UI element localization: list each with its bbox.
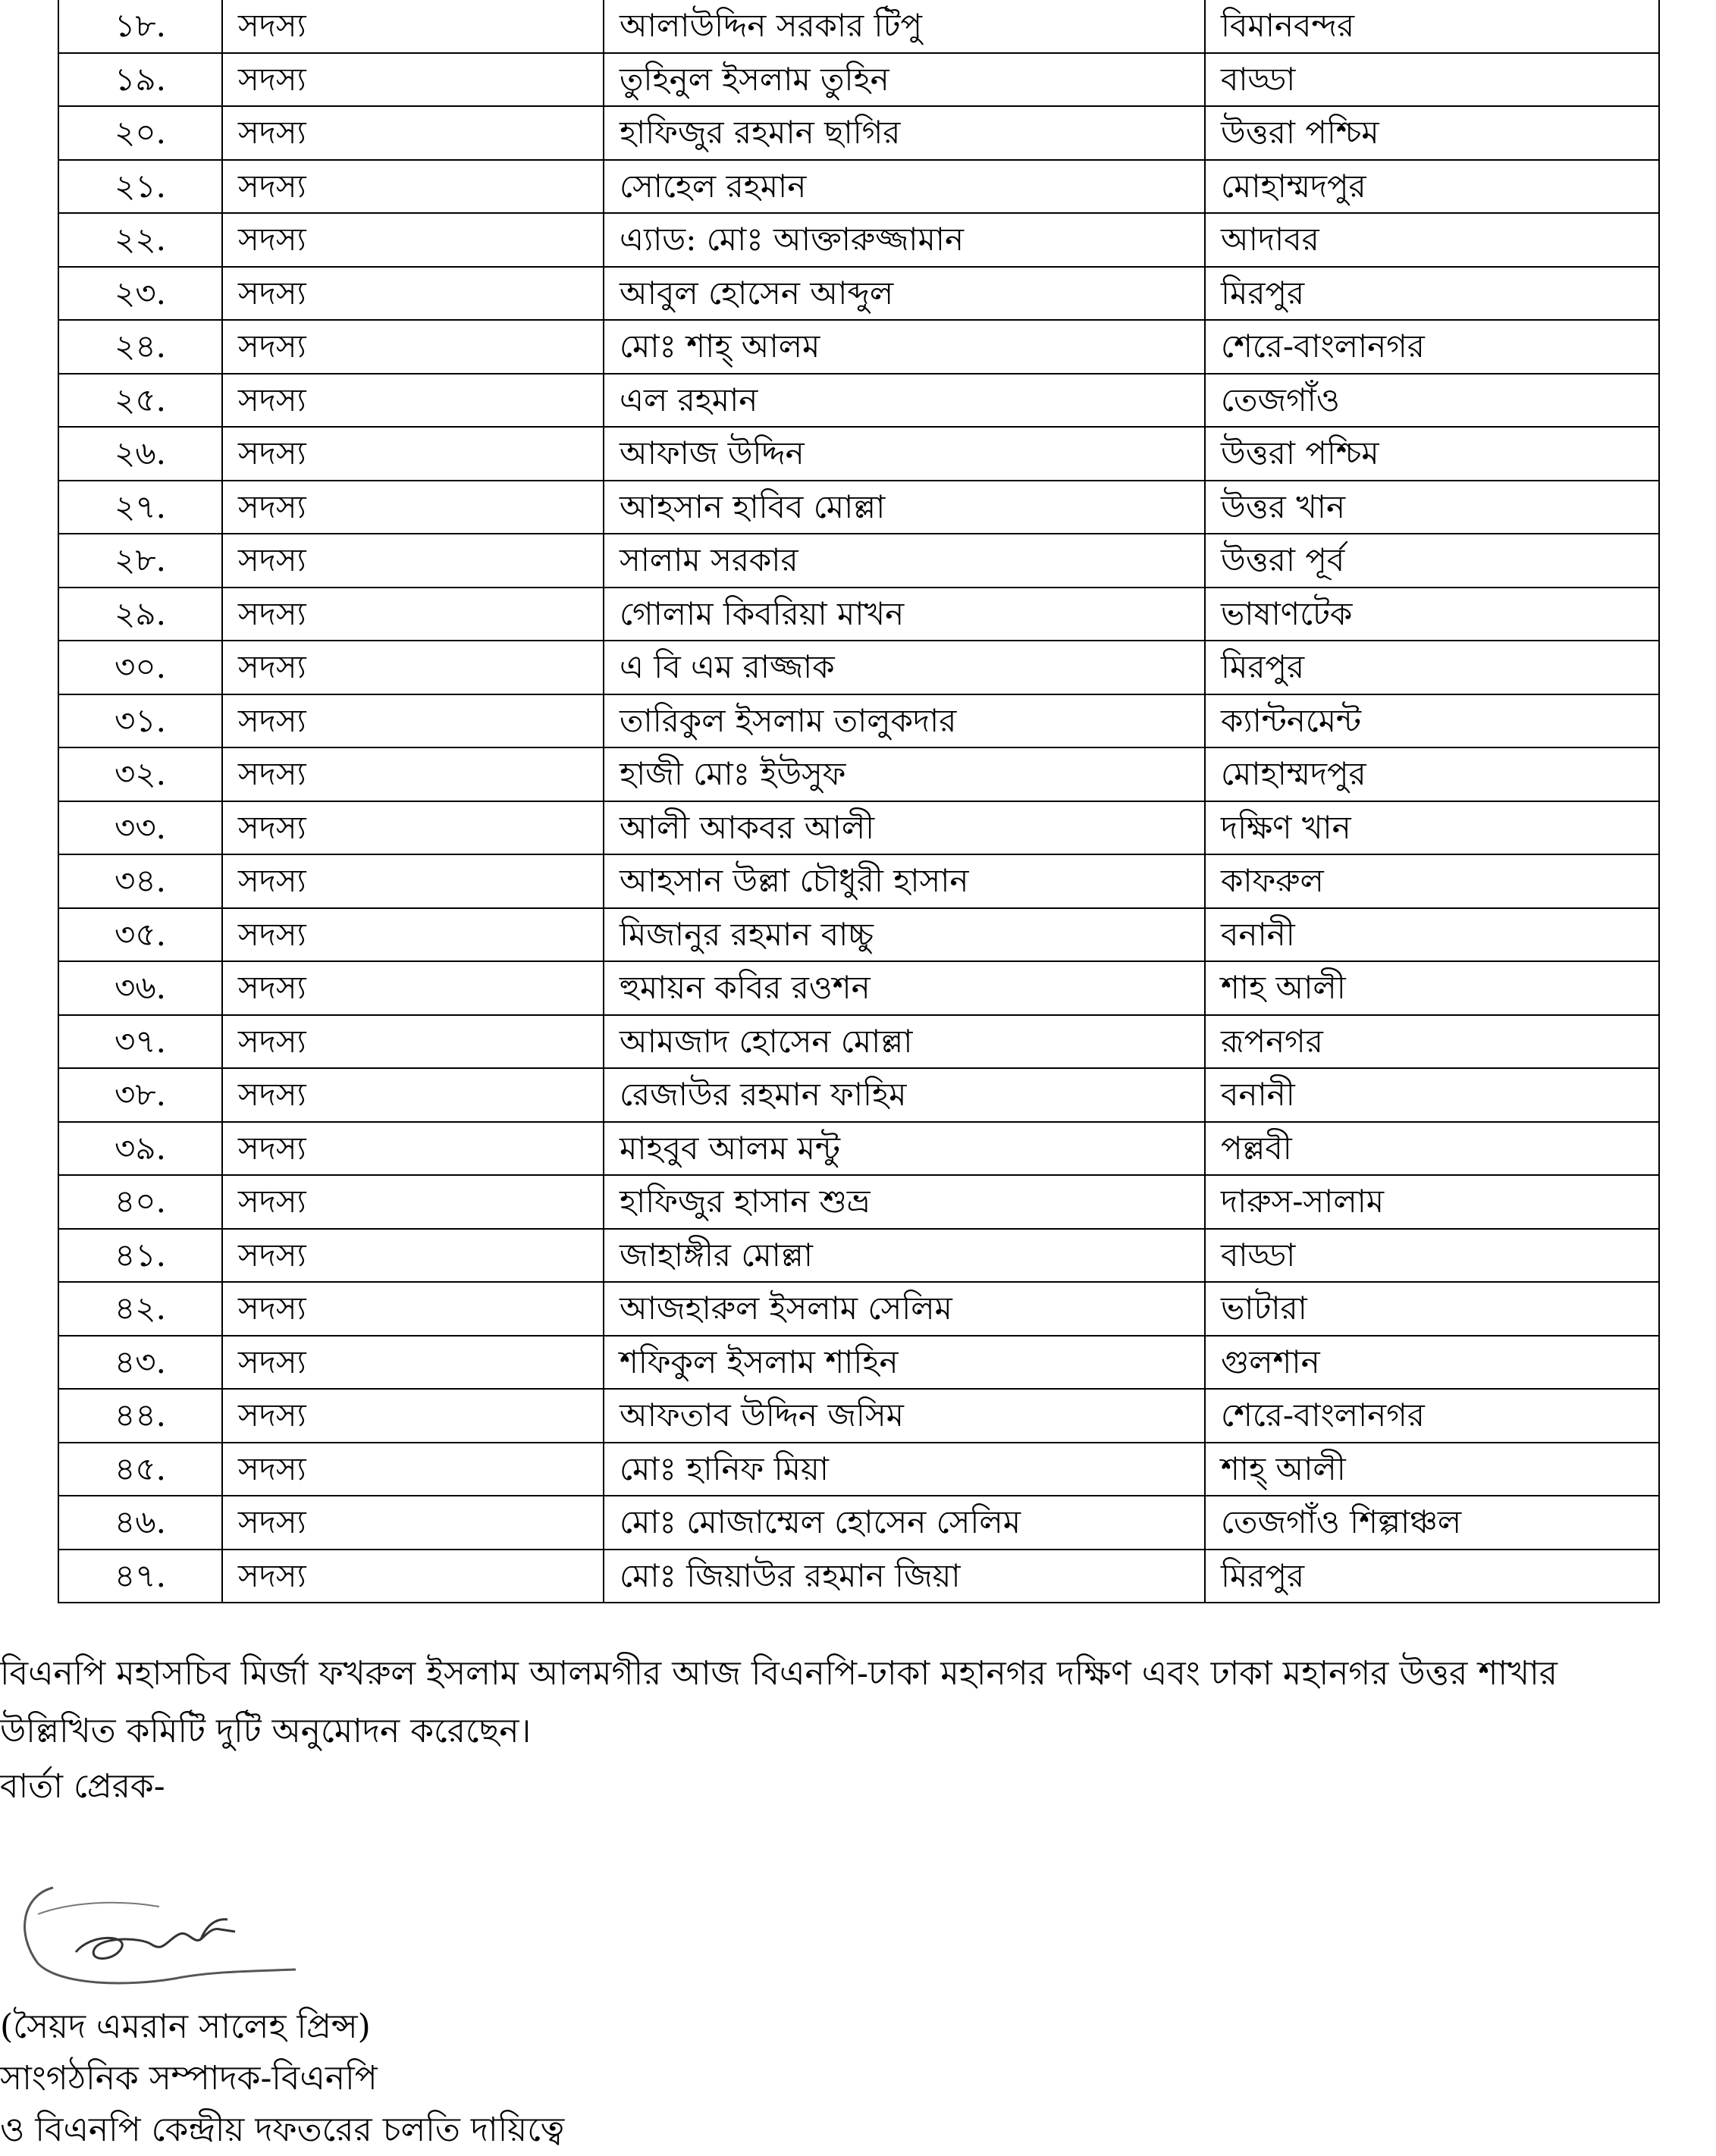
area-cell: শেরে-বাংলানগর — [1205, 1389, 1659, 1443]
designation-cell: সদস্য — [222, 1550, 604, 1603]
member-name-cell: মোঃ মোজাম্মেল হোসেন সেলিম — [604, 1496, 1205, 1550]
table-row — [58, 694, 1659, 748]
member-name-cell: রেজাউর রহমান ফাহিম — [604, 1068, 1205, 1122]
member-name-cell: হাফিজুর হাসান শুভ্র — [604, 1175, 1205, 1229]
member-name-cell: এ বি এম রাজ্জাক — [604, 641, 1205, 694]
designation-cell: সদস্য — [222, 747, 604, 801]
designation-cell: সদস্য — [222, 1175, 604, 1229]
signature-image — [8, 1872, 311, 1994]
member-name-cell: মিজানুর রহমান বাচ্চু — [604, 908, 1205, 962]
serial-cell: ৪০. — [58, 1175, 222, 1229]
serial-cell: ৪২. — [58, 1282, 222, 1336]
member-table — [58, 0, 1660, 1603]
serial-cell: ৩৪. — [58, 854, 222, 908]
member-name-cell: হাফিজুর রহমান ছাগির — [604, 106, 1205, 160]
designation-cell: সদস্য — [222, 1068, 604, 1122]
serial-cell: ২৪. — [58, 320, 222, 374]
table-row — [58, 1282, 1659, 1336]
designation-cell: সদস্য — [222, 0, 604, 53]
designation-cell: সদস্য — [222, 588, 604, 641]
area-cell: উত্তরা পশ্চিম — [1205, 106, 1659, 160]
serial-cell: ৩৬. — [58, 961, 222, 1015]
serial-cell: ২৬. — [58, 427, 222, 481]
member-name-cell: এ্যাড: মোঃ আক্তারুজ্জামান — [604, 213, 1205, 267]
area-cell: উত্তরা পূর্ব — [1205, 534, 1659, 588]
designation-cell: সদস্য — [222, 53, 604, 107]
serial-cell: ২৭. — [58, 481, 222, 534]
member-name-cell: এল রহমান — [604, 374, 1205, 428]
area-cell: বাড্ডা — [1205, 53, 1659, 107]
signatory-title: সাংগঠনিক সম্পাদক-বিএনপি — [0, 2059, 378, 2098]
member-name-cell: আবুল হোসেন আব্দুল — [604, 267, 1205, 321]
area-cell: পল্লবী — [1205, 1122, 1659, 1176]
designation-cell: সদস্য — [222, 961, 604, 1015]
area-cell: ভাষাণটেক — [1205, 588, 1659, 641]
serial-cell: ৩৭. — [58, 1015, 222, 1069]
area-cell: বিমানবন্দর — [1205, 0, 1659, 53]
table-row — [58, 1443, 1659, 1496]
serial-cell: ২৮. — [58, 534, 222, 588]
member-name-cell: আলী আকবর আলী — [604, 801, 1205, 855]
member-name-cell: সোহেল রহমান — [604, 160, 1205, 214]
signatory-role: ও বিএনপি কেন্দ্রীয় দফতরের চলতি দায়িত্বে — [0, 2111, 565, 2149]
table-row — [58, 961, 1659, 1015]
member-name-cell: আজহারুল ইসলাম সেলিম — [604, 1282, 1205, 1336]
area-cell: তেজগাঁও শিল্পাঞ্চল — [1205, 1496, 1659, 1550]
designation-cell: সদস্য — [222, 374, 604, 428]
member-name-cell: আফতাব উদ্দিন জসিম — [604, 1389, 1205, 1443]
serial-cell: ২২. — [58, 213, 222, 267]
designation-cell: সদস্য — [222, 481, 604, 534]
serial-cell: ২৫. — [58, 374, 222, 428]
area-cell: শাহ আলী — [1205, 961, 1659, 1015]
area-cell: কাফরুল — [1205, 854, 1659, 908]
serial-cell: ৩৫. — [58, 908, 222, 962]
designation-cell: সদস্য — [222, 320, 604, 374]
serial-cell: ৪৭. — [58, 1550, 222, 1603]
designation-cell: সদস্য — [222, 1389, 604, 1443]
designation-cell: সদস্য — [222, 694, 604, 748]
area-cell: ভাটারা — [1205, 1282, 1659, 1336]
serial-cell: ৩০. — [58, 641, 222, 694]
member-name-cell: আফাজ উদ্দিন — [604, 427, 1205, 481]
area-cell: গুলশান — [1205, 1336, 1659, 1390]
designation-cell: সদস্য — [222, 641, 604, 694]
table-row — [58, 1550, 1659, 1603]
table-row — [58, 1175, 1659, 1229]
member-name-cell: আমজাদ হোসেন মোল্লা — [604, 1015, 1205, 1069]
area-cell: মোহাম্মদপুর — [1205, 747, 1659, 801]
table-row — [58, 747, 1659, 801]
serial-cell: ৩২. — [58, 747, 222, 801]
table-row — [58, 534, 1659, 588]
designation-cell: সদস্য — [222, 1229, 604, 1283]
table-row — [58, 1015, 1659, 1069]
table-row — [58, 427, 1659, 481]
serial-cell: ৩৯. — [58, 1122, 222, 1176]
designation-cell: সদস্য — [222, 1122, 604, 1176]
area-cell: দারুস-সালাম — [1205, 1175, 1659, 1229]
serial-cell: ৩৩. — [58, 801, 222, 855]
area-cell: বনানী — [1205, 908, 1659, 962]
member-name-cell: শফিকুল ইসলাম শাহিন — [604, 1336, 1205, 1390]
area-cell: বনানী — [1205, 1068, 1659, 1122]
member-name-cell: হুমায়ন কবির রওশন — [604, 961, 1205, 1015]
designation-cell: সদস্য — [222, 534, 604, 588]
serial-cell: ২৩. — [58, 267, 222, 321]
member-name-cell: আলাউদ্দিন সরকার টিপু — [604, 0, 1205, 53]
designation-cell: সদস্য — [222, 106, 604, 160]
area-cell: আদাবর — [1205, 213, 1659, 267]
area-cell: মিরপুর — [1205, 1550, 1659, 1603]
area-cell: মিরপুর — [1205, 267, 1659, 321]
area-cell: রূপনগর — [1205, 1015, 1659, 1069]
table-row — [58, 854, 1659, 908]
table-row — [58, 320, 1659, 374]
member-name-cell: মাহবুব আলম মন্টু — [604, 1122, 1205, 1176]
designation-cell: সদস্য — [222, 1443, 604, 1496]
area-cell: শাহ্ আলী — [1205, 1443, 1659, 1496]
table-row — [58, 1122, 1659, 1176]
designation-cell: সদস্য — [222, 801, 604, 855]
member-name-cell: তারিকুল ইসলাম তালুকদার — [604, 694, 1205, 748]
table-row — [58, 160, 1659, 214]
member-name-cell: জাহাঙ্গীর মোল্লা — [604, 1229, 1205, 1283]
serial-cell: ৩১. — [58, 694, 222, 748]
designation-cell: সদস্য — [222, 160, 604, 214]
member-name-cell: আহসান উল্লা চৌধুরী হাসান — [604, 854, 1205, 908]
serial-cell: ১৯. — [58, 53, 222, 107]
area-cell: ক্যান্টনমেন্ট — [1205, 694, 1659, 748]
table-row — [58, 801, 1659, 855]
table-row — [58, 374, 1659, 428]
member-name-cell: সালাম সরকার — [604, 534, 1205, 588]
designation-cell: সদস্য — [222, 1336, 604, 1390]
footer — [0, 1645, 1706, 2149]
approval-line-1: বিএনপি মহাসচিব মির্জা ফখরুল ইসলাম আলমগীর আজ বিএনপি-ঢাকা মহানগর দক্ষিণ এবং ঢাকা মহানগর উত্তর শাখার — [0, 1654, 1558, 1693]
table-row — [58, 1068, 1659, 1122]
designation-cell: সদস্য — [222, 908, 604, 962]
member-name-cell: মোঃ জিয়াউর রহমান জিয়া — [604, 1550, 1205, 1603]
area-cell: দক্ষিণ খান — [1205, 801, 1659, 855]
table-row — [58, 908, 1659, 962]
designation-cell: সদস্য — [222, 213, 604, 267]
table-row — [58, 1229, 1659, 1283]
serial-cell: ৩৮. — [58, 1068, 222, 1122]
serial-cell: ৪৪. — [58, 1389, 222, 1443]
area-cell: বাড্ডা — [1205, 1229, 1659, 1283]
member-name-cell: তুহিনুল ইসলাম তুহিন — [604, 53, 1205, 107]
serial-cell: ৪৬. — [58, 1496, 222, 1550]
signatory-block — [0, 2001, 564, 2156]
area-cell: মিরপুর — [1205, 641, 1659, 694]
table-row — [58, 53, 1659, 107]
table-row — [58, 588, 1659, 641]
table-row — [58, 1336, 1659, 1390]
serial-cell: ২০. — [58, 106, 222, 160]
approval-line-2: উল্লিখিত কমিটি দুটি অনুমোদন করেছেন। — [0, 1712, 532, 1750]
table-row — [58, 481, 1659, 534]
table-row — [58, 0, 1659, 53]
table-row — [58, 213, 1659, 267]
serial-cell: ১৮. — [58, 0, 222, 53]
serial-cell: ৪১. — [58, 1229, 222, 1283]
designation-cell: সদস্য — [222, 1282, 604, 1336]
member-table-body — [58, 0, 1659, 1603]
sender-label: বার্তা প্রেরক- — [0, 1767, 165, 1806]
member-name-cell: গোলাম কিবরিয়া মাখন — [604, 588, 1205, 641]
designation-cell: সদস্য — [222, 267, 604, 321]
table-row — [58, 641, 1659, 694]
serial-cell: ২১. — [58, 160, 222, 214]
member-name-cell: হাজী মোঃ ইউসুফ — [604, 747, 1205, 801]
designation-cell: সদস্য — [222, 854, 604, 908]
signatory-name: (সৈয়দ এমরান সালেহ প্রিন্স) — [0, 2007, 371, 2046]
serial-cell: ২৯. — [58, 588, 222, 641]
serial-cell: ৪৫. — [58, 1443, 222, 1496]
designation-cell: সদস্য — [222, 427, 604, 481]
table-row — [58, 106, 1659, 160]
area-cell: উত্তর খান — [1205, 481, 1659, 534]
area-cell: তেজগাঁও — [1205, 374, 1659, 428]
area-cell: শেরে-বাংলানগর — [1205, 320, 1659, 374]
member-name-cell: আহসান হাবিব মোল্লা — [604, 481, 1205, 534]
designation-cell: সদস্য — [222, 1496, 604, 1550]
serial-cell: ৪৩. — [58, 1336, 222, 1390]
designation-cell: সদস্য — [222, 1015, 604, 1069]
area-cell: উত্তরা পশ্চিম — [1205, 427, 1659, 481]
approval-statement — [0, 1645, 1706, 1760]
table-row — [58, 267, 1659, 321]
area-cell: মোহাম্মদপুর — [1205, 160, 1659, 214]
member-name-cell: মোঃ শাহ্ আলম — [604, 320, 1205, 374]
table-row — [58, 1496, 1659, 1550]
member-name-cell: মোঃ হানিফ মিয়া — [604, 1443, 1205, 1496]
table-row — [58, 1389, 1659, 1443]
